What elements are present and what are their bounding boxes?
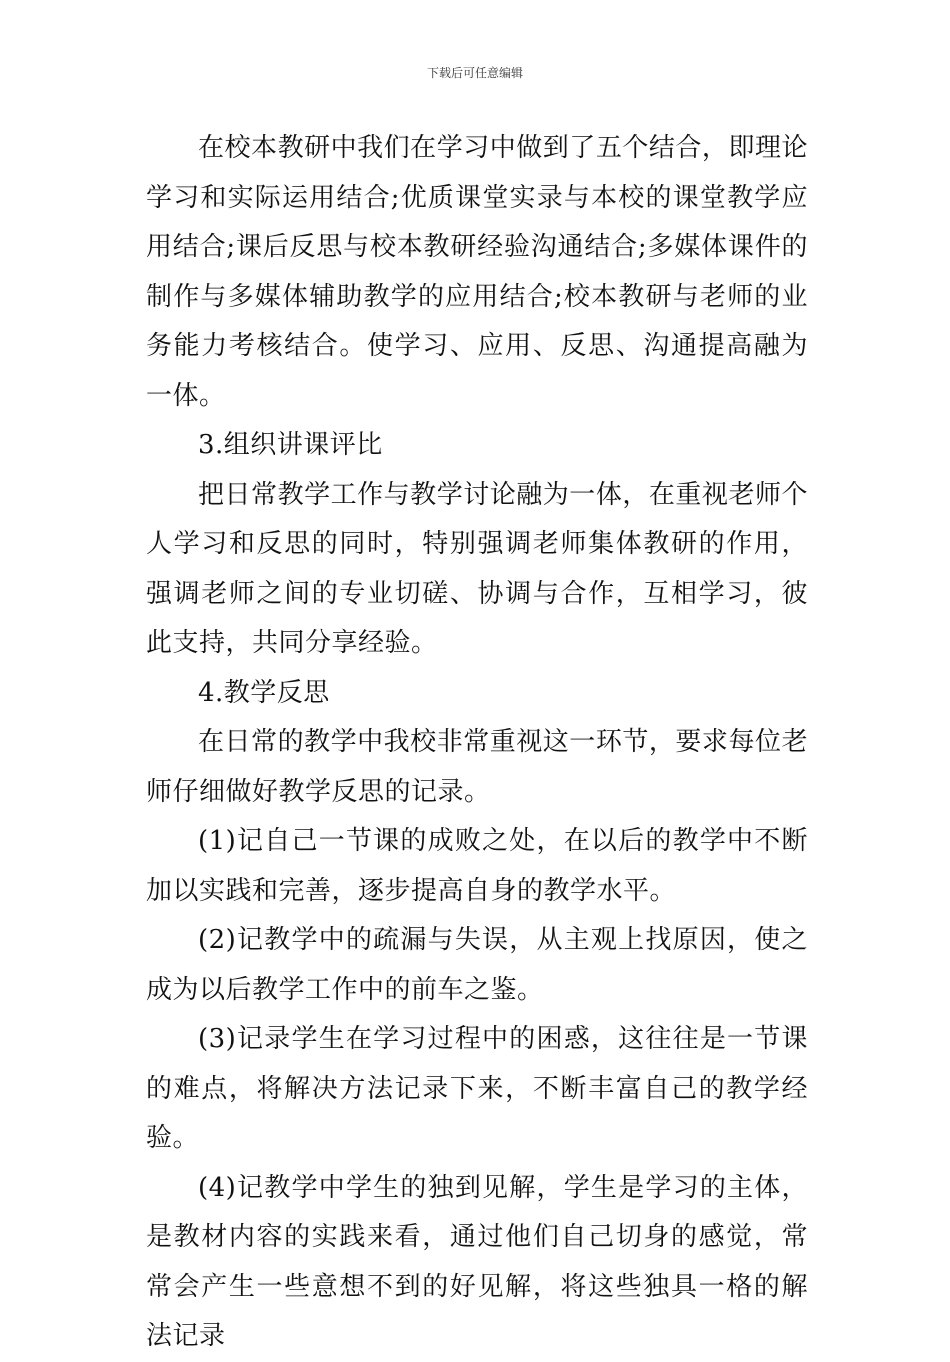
paragraph-reflection-intro: 在日常的教学中我校非常重视这一环节，要求每位老师仔细做好教学反思的记录。 (146, 727, 808, 807)
paragraph-five-combinations: 在校本教研中我们在学习中做到了五个结合，即理论学习和实际运用结合;优质课堂实录与本校的课堂教学应用结合;课后反思与校本教研经验沟通结合;多媒体课件的制作与多媒体辅助教学的应用结合;校本教研与老师的业务能力考核结合。使学习、应用、反思、沟通提高融为一体。 (146, 133, 808, 411)
list-item-reflection-1: (1)记自己一节课的成败之处，在以后的教学中不断加以实践和完善，逐步提高自身的教学水平。 (146, 826, 808, 906)
document-body (146, 124, 808, 1362)
list-item-reflection-4: (4)记教学中学生的独到见解，学生是学习的主体，是教材内容的实践来看，通过他们自己切身的感觉，常常会产生一些意想不到的好见解，将这些独具一格的解法记录 (146, 1172, 808, 1351)
paragraph-collective-research: 把日常教学工作与教学讨论融为一体，在重视老师个人学习和反思的同时，特别强调老师集体教研的作用，强调老师之间的专业切磋、协调与合作，互相学习，彼此支持，共同分享经验。 (146, 479, 808, 658)
list-item-reflection-3: (3)记录学生在学习过程中的困惑，这往往是一节课的难点，将解决方法记录下来，不断丰富自己的教学经验。 (146, 1024, 808, 1153)
list-item-reflection-2: (2)记教学中的疏漏与失误，从主观上找原因，使之成为以后教学工作中的前车之鉴。 (146, 925, 808, 1005)
heading-lecture-competition: 3.组织讲课评比 (198, 430, 383, 460)
page-header-note: 下载后可任意编辑 (426, 66, 523, 80)
heading-teaching-reflection: 4.教学反思 (198, 677, 330, 708)
